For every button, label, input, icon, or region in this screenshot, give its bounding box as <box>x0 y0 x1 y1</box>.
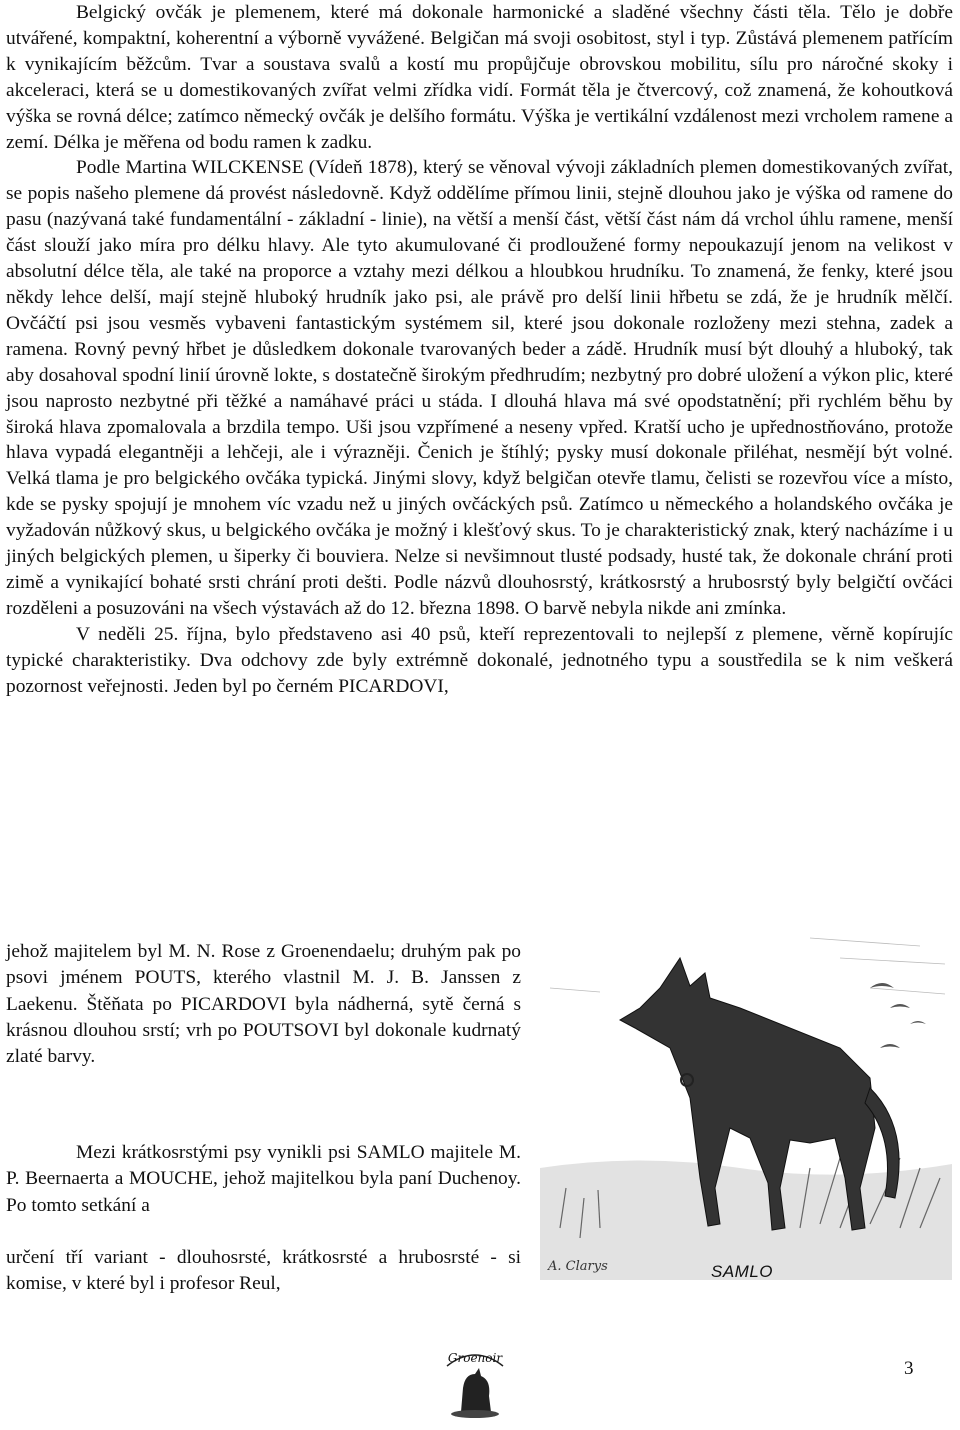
samlo-illustration <box>540 928 952 1280</box>
paragraph-wilckens: Podle Martina WILCKENSE (Vídeň 1878), který se věnoval vývoji základních plemen domestikovaných zvířat, se popis našeho plemene dá provést následovně. Když oddělíme přímou linii, stejně dlouhou jako je výška od ramene do pasu (nazývaná také fundamentální - základní - linie), na větší a menší část, větší část nám dá vrchol úhlu ramene, menší část slouží jako míra pro délku hlavy. Ale tyto akumulované či prodloužené formy nepoukazují jenom na velikost v absolutní délce těla, ale také na proporce a vztahy mezi délkou a hloubkou hrudníku. To znamená, že fenky, které jsou někdy lehce delší, mají stejně hluboký hrudník jako psi, ale právě pro delší linii hřbetu se zdá, že je hrudník mělčí. Ovčáčtí psi jsou vesměs vybaveni fantastickým systémem sil, které jsou dokonale rozloženy mezi stehna, zadek a ramena. Rovný pevný hřbet je důsledkem dokonale tvarovaných beder a zádě. Hrudník musí být dlouhý a hluboký, tak aby dosahoval spodní linií úrovně lokte, s dostatečně širokým předhrudím; nezbytný pro dobré uložení a výkon plic, které jsou naprosto nezbytné při těžké a namáhavé práci u stáda. I dlouhá hlava má své opodstatnění; při rychlém běhu by široká hlava zpomalovala a brzdila tempo. Uši jsou vzpřímené a neseny vpřed. Kratší ucho je upřednostňováno, protože hlava vypadá elegantněji a lehčeji, ale i výrazněji. Čenich je štíhlý; pysky musí dokonale přiléhat, nesmějí být volné. Velká tlama je pro belgického ovčáka typická. Jinými slovy, když belgičan otevře tlamu, čelisti se rozevřou více a místo, kde se pysky spojují je mnohem víc vzadu než u jiných ovčáckých psů. Zatímco u německého a holandského ovčáka je vyžadován nůžkový skus, u belgického ovčáka je možný i klešťový skus. To je charakteristický znak, který nacházíme i u jiných belgických plemen, u šiperky či bouviera. Nelze si nevšimnout tlusté podsady, husté tak, že dokonale chrání proti zimě a vynikající bohaté srsti chrání proti dešti. Podle názvů dlouhosrstý, krátkosrstý a hrubosrstý byly belgičtí ovčáci rozděleni a posuzováni na všech výstavách až do 12. března 1898. O barvě nebyla nikde ani zmínka. <box>6 157 953 619</box>
paragraph-varieties: určení tří variant - dlouhosrsté, krátkosrsté a hrubosrsté - si komise, v které byl i profesor Reul, <box>6 1247 521 1295</box>
paragraph-exhibition: V neděli 25. října, bylo představeno asi 40 psů, kteří reprezentovali to nejlepší z plemene, věrně kopírujíc typické charakteristiky. Dva odchovy zde byly extrémně dokonalé, jednotného typu a soustředila se k nim veškerá pozornost veřejnosti. Jeden byl po černém PICARDOVI, <box>6 623 953 697</box>
column-text-3 <box>6 1245 521 1298</box>
paragraph-litters: jehož majitelem byl M. N. Rose z Groenendaelu; druhým pak po psovi jménem POUTS, kterého vlastnil M. J. B. Janssen z Laekenu. Štěňata po PICARDOVI byla nádherná, sytě černá s krásnou dlouhou srstí; vrh po POUTSOVI byl dokonale kudrnatý zlaté barvy. <box>6 941 521 1068</box>
paragraph-proportions: Belgický ovčák je plemenem, které má dokonale harmonické a sladěné všechny části těla. Tělo je dobře utvářené, kompaktní, koherentní a výborně vyvážené. Belgičan má svoji osobitost, styl i typ. Zůstává plemenem patřícím k vynikajícím běžcům. Tvar a soustava svalů a kostí mu propůjčuje obrovskou mobilitu, sílu pro náročné skoky i akceleraci, která se u domestikovaných zvířat velmi zřídka vidí. Formát těla je čtvercový, což znamená, že kohoutková výška se rovná délce; zatímco německý ovčák je delšího formátu. Výška je vertikální vzdálenost mezi vrcholem ramene a zemí. Délka je měřena od bodu ramen k zadku. <box>6 2 953 153</box>
column-text-2 <box>6 1140 521 1219</box>
figure-caption: SAMLO <box>711 1262 774 1281</box>
groenoir-logo <box>435 1340 515 1420</box>
column-text-1 <box>6 939 521 1070</box>
main-text-block <box>6 0 953 699</box>
logo-text: Groenoir <box>447 1351 503 1365</box>
groenoir-dog-logo-icon <box>435 1340 515 1420</box>
page-number: 3 <box>904 1358 914 1379</box>
artist-signature: A. Clarys <box>548 1259 608 1274</box>
paragraph-shorthaired: Mezi krátkosrstými psy vynikli psi SAMLO majitele M. P. Beernaerta a MOUCHE, jehož majitelkou byla paní Duchenoy. Po tomto setkání a <box>6 1142 521 1216</box>
dog-illustration-icon <box>540 928 952 1280</box>
